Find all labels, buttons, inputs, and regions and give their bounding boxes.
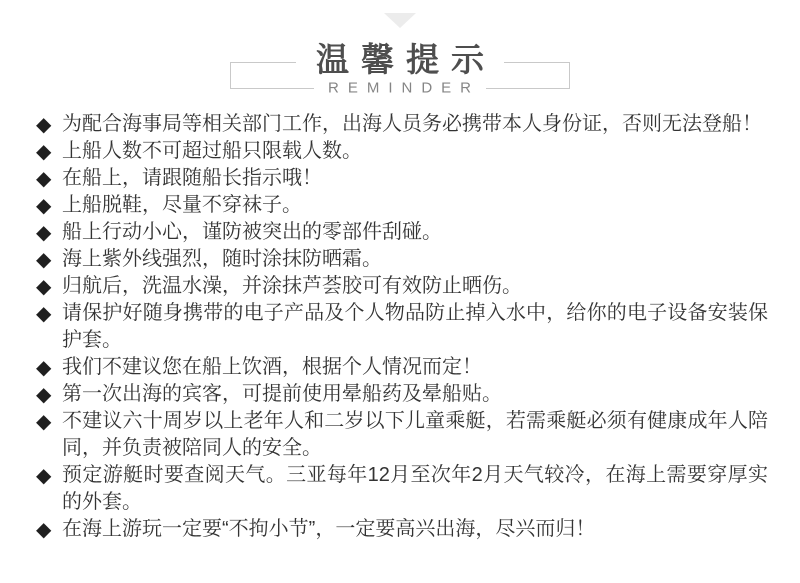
reminder-text: 船上行动小心，谨防被突出的零部件刮碰。 bbox=[62, 221, 442, 243]
diamond-bullet-icon: ◆ bbox=[36, 411, 52, 433]
reminder-item bbox=[36, 273, 768, 300]
diamond-bullet-icon: ◆ bbox=[36, 276, 52, 298]
reminder-item bbox=[36, 192, 768, 219]
reminder-item bbox=[36, 408, 768, 462]
diamond-bullet-icon: ◆ bbox=[36, 519, 52, 541]
diamond-bullet-icon: ◆ bbox=[36, 357, 52, 379]
reminder-text: 请保护好随身携带的电子产品及个人物品防止掉入水中，给你的电子设备安装保护套。 bbox=[62, 302, 768, 351]
reminder-item bbox=[36, 354, 768, 381]
reminder-item bbox=[36, 381, 768, 408]
title-frame bbox=[230, 40, 570, 96]
reminder-text: 预定游艇时要查阅天气。三亚每年12月至次年2月天气较冷，在海上需要穿厚实的外套。 bbox=[62, 464, 768, 513]
reminder-text: 不建议六十周岁以上老年人和二岁以下儿童乘艇，若需乘艇必须有健康成年人陪同，并负责被陪同人的安全。 bbox=[62, 410, 768, 459]
diamond-bullet-icon: ◆ bbox=[36, 303, 52, 325]
diamond-bullet-icon: ◆ bbox=[36, 222, 52, 244]
reminder-text: 第一次出海的宾客，可提前使用晕船药及晕船贴。 bbox=[62, 383, 502, 405]
diamond-bullet-icon: ◆ bbox=[36, 114, 52, 136]
diamond-bullet-icon: ◆ bbox=[36, 249, 52, 271]
reminder-text: 上船脱鞋，尽量不穿袜子。 bbox=[62, 194, 302, 216]
reminder-item bbox=[36, 246, 768, 273]
diamond-bullet-icon: ◆ bbox=[36, 465, 52, 487]
reminder-item bbox=[36, 138, 768, 165]
reminder-item bbox=[36, 219, 768, 246]
reminder-text: 为配合海事局等相关部门工作，出海人员务必携带本人身份证，否则无法登船！ bbox=[62, 113, 762, 135]
diamond-bullet-icon: ◆ bbox=[36, 141, 52, 163]
reminder-text: 在船上，请跟随船长指示哦！ bbox=[62, 167, 322, 189]
reminder-text: 归航后，洗温水澡，并涂抹芦荟胶可有效防止晒伤。 bbox=[62, 275, 522, 297]
reminder-item bbox=[36, 516, 768, 543]
diamond-bullet-icon: ◆ bbox=[36, 384, 52, 406]
diamond-bullet-icon: ◆ bbox=[36, 168, 52, 190]
reminder-item bbox=[36, 300, 768, 354]
reminder-text: 我们不建议您在船上饮酒，根据个人情况而定！ bbox=[62, 356, 482, 378]
reminder-item bbox=[36, 462, 768, 516]
reminder-header bbox=[0, 0, 800, 96]
reminder-item bbox=[36, 165, 768, 192]
reminder-text: 上船人数不可超过船只限载人数。 bbox=[62, 140, 362, 162]
reminder-text: 在海上游玩一定要“不拘小节”，一定要高兴出海，尽兴而归！ bbox=[62, 518, 596, 540]
reminder-text: 海上紫外线强烈，随时涂抹防晒霜。 bbox=[62, 248, 382, 270]
page-subtitle: REMINDER bbox=[314, 80, 486, 97]
reminder-list bbox=[0, 111, 800, 543]
diamond-bullet-icon: ◆ bbox=[36, 195, 52, 217]
reminder-item bbox=[36, 111, 768, 138]
page-title: 温馨提示 bbox=[296, 42, 504, 78]
ribbon-triangle-icon bbox=[384, 13, 416, 28]
